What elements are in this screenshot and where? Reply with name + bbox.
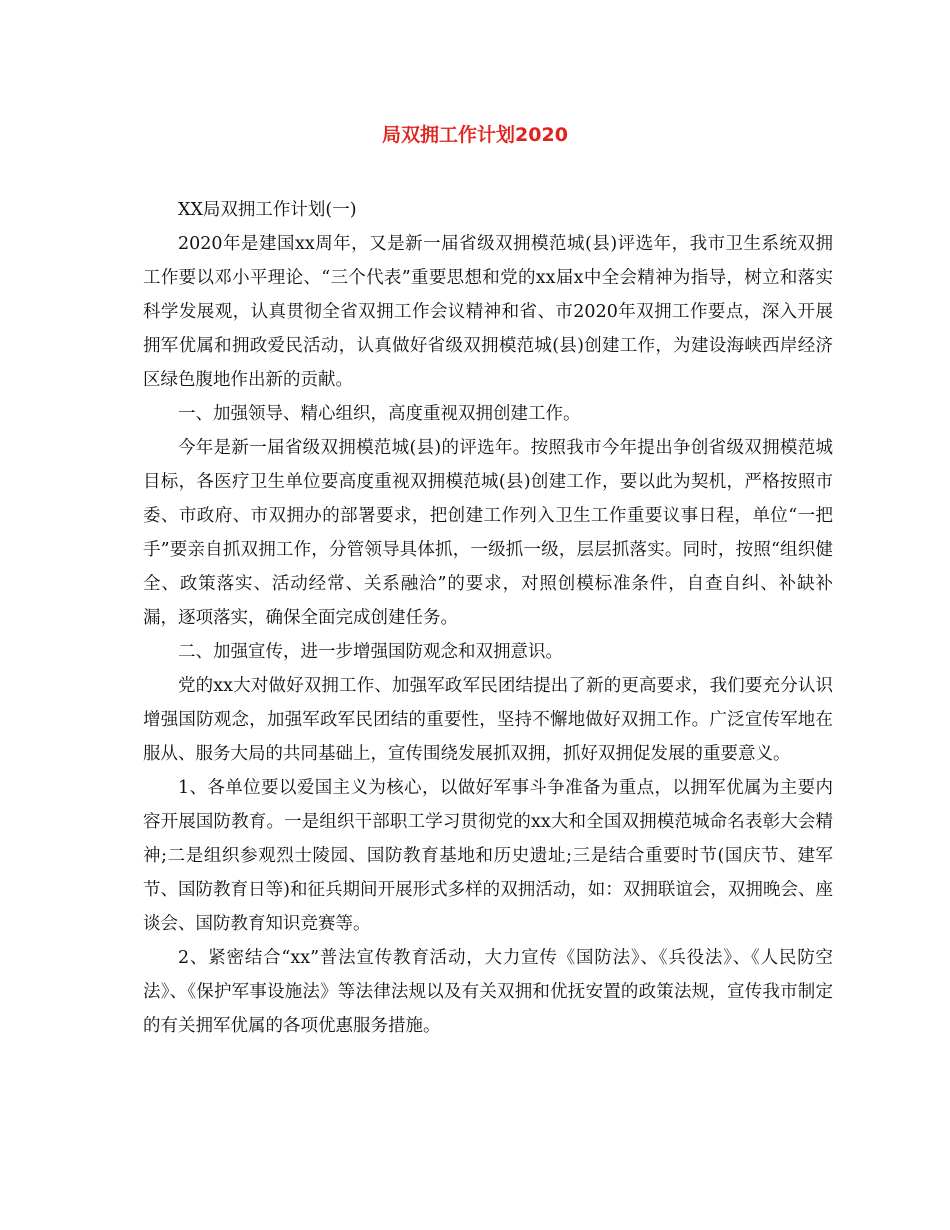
section-heading-2: 二、加强宣传，进一步增强国防观念和双拥意识。 (178, 642, 563, 662)
paragraph-subtitle: XX局双拥工作计划(一) (178, 200, 357, 220)
section-heading-1: 一、加强领导、精心组织，高度重视双拥创建工作。 (178, 404, 581, 424)
document-body (143, 193, 833, 1043)
paragraph-section-2: 党的xx大对做好双拥工作、加强军政军民团结提出了新的更高要求，我们要充分认识增强国防观念，加强军政军民团结的重要性，坚持不懈地做好双拥工作。广泛宣传军地在服从、服务大局的共同基础上，宣传围绕发展抓双拥，抓好双拥促发展的重要意义。 (143, 676, 833, 764)
paragraph-intro: 2020年是建国xx周年，又是新一届省级双拥模范城(县)评选年，我市卫生系统双拥工作要以邓小平理论、“三个代表”重要思想和党的xx届x中全会精神为指导，树立和落实科学发展观，认真贯彻全省双拥工作会议精神和省、市2020年双拥工作要点，深入开展拥军优属和拥政爱民活动，认真做好省级双拥模范城(县)创建工作，为建设海峡西岸经济区绿色腹地作出新的贡献。 (143, 234, 833, 390)
document-title: 局双拥工作计划2020 (382, 124, 568, 146)
paragraph-section-1: 今年是新一届省级双拥模范城(县)的评选年。按照我市今年提出争创省级双拥模范城目标，各医疗卫生单位要高度重视双拥模范城(县)创建工作，要以此为契机，严格按照市委、市政府、市双拥办的部署要求，把创建工作列入卫生工作重要议事日程，单位“一把手”要亲自抓双拥工作，分管领导具体抓，一级抓一级，层层抓落实。同时，按照“组织健全、政策落实、活动经常、关系融洽”的要求，对照创模标准条件，自查自纠、补缺补漏，逐项落实，确保全面完成创建任务。 (143, 438, 833, 628)
list-item-2: 2、紧密结合“xx”普法宣传教育活动，大力宣传《国防法》、《兵役法》、《人民防空法》、《保护军事设施法》等法律法规以及有关双拥和优抚安置的政策法规，宣传我市制定的有关拥军优属的各项优惠服务措施。 (143, 948, 833, 1036)
list-item-1: 1、各单位要以爱国主义为核心，以做好军事斗争准备为重点，以拥军优属为主要内容开展国防教育。一是组织干部职工学习贯彻党的xx大和全国双拥模范城命名表彰大会精神;二是组织参观烈士陵园、国防教育基地和历史遗址;三是结合重要时节(国庆节、建军节、国防教育日等)和征兵期间开展形式多样的双拥活动，如：双拥联谊会，双拥晚会、座谈会、国防教育知识竞赛等。 (143, 778, 833, 934)
